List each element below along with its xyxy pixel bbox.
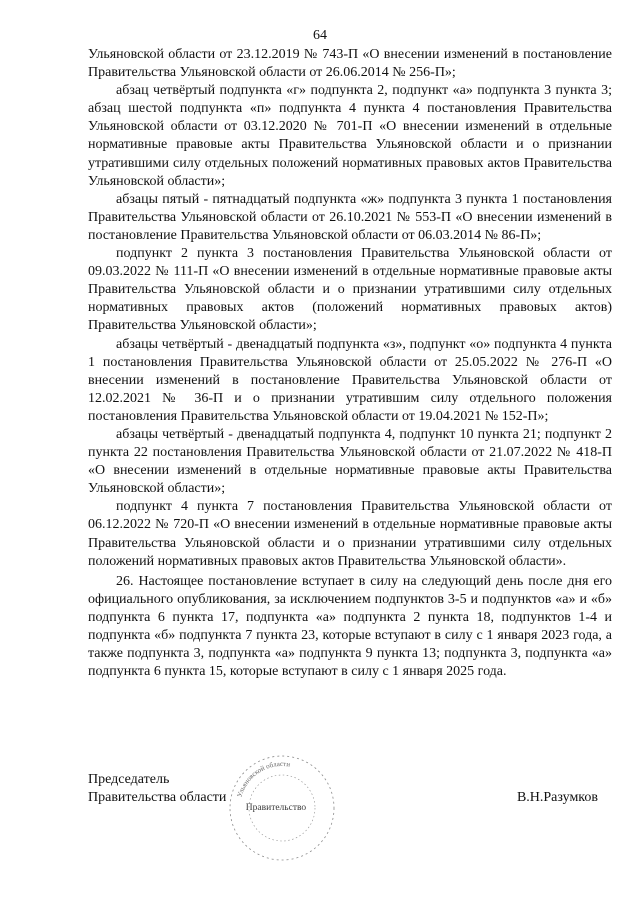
paragraph: абзац четвёртый подпункта «г» подпункта 2, подпункт «а» подпункта 3 пункта 3; абзац шестой подпункта «п» подпункта 4 пункта 4 постановления Правительства Ульяновской области от 03.12.2020 № 701-П «О внесении изменений в отдельные нормативные правовые акты Правительства Ульяновской области и о признании утратившими силу отдельных положений нормативных правовых актов Правительства Ульяновской области»; bbox=[88, 83, 612, 189]
paragraph: абзацы пятый - пятнадцатый подпункта «ж» подпункта 3 пункта 1 постановления Правительства Ульяновской области от 26.10.2021 № 553-П «О внесении изменений в постановление Правительства Ульяновской области от 06.03.2014 № 86-П»; bbox=[88, 191, 612, 243]
clause-26-paragraph: 26. Настоящее постановление вступает в силу на следующий день после дня его официального опубликования, за исключением подпунктов 3-5 и подпунктов «а» и «б» подпункта 6 пункта 17, подпункта «а» подпункта 2 пункта 18, подпунктов 1-4 и подпункта «б» подпункта 7 пункта 23, которые вступают в силу с 1 января 2023 года, а также подпункта 3, подпункта «а» подпункта 9 пункта 13; подпункта 3, подпункта «а» подпункта 6 пункта 15, которые вступают в силу с 1 января 2025 года. bbox=[88, 573, 612, 680]
signatory-title bbox=[88, 771, 226, 807]
official-stamp bbox=[226, 752, 338, 864]
signatory-title-line1: Председатель bbox=[88, 772, 170, 787]
paragraph: подпункт 2 пункта 3 постановления Правительства Ульяновской области от 09.03.2022 № 111-П «О внесении изменений в отдельные нормативные правовые акты Правительства Ульяновской области и о признании утратившими силу отдельных нормативных правовых актов (положений нормативных правовых актов) Правительства Ульяновской области»; bbox=[88, 246, 612, 334]
signatory-title-line2: Правительства области bbox=[88, 790, 227, 805]
stamp-center-text: Правительство bbox=[245, 803, 307, 813]
paragraph: Ульяновской области от 23.12.2019 № 743-П «О внесении изменений в постановление Правительства Ульяновской области от 26.06.2014 № 256-П»; bbox=[88, 47, 612, 81]
paragraph: абзацы четвёртый - двенадцатый подпункта 4, подпункт 10 пункта 21; подпункт 2 пункта 22 постановления Правительства Ульяновской области от 21.07.2022 № 418-П «О внесении изменений в отдельные нормативные правовые акты Правительства Ульяновской области»; bbox=[88, 426, 612, 497]
signatory-name: В.Н.Разумков bbox=[516, 790, 598, 805]
stamp-ring-text: Ульяновской области bbox=[235, 759, 291, 799]
paragraph: подпункт 4 пункта 7 постановления Правительства Ульяновской области от 06.12.2022 № 720-П «О внесении изменений в отдельные нормативные правовые акты Правительства Ульяновской области и о признании утратившими силу отдельных положений нормативных правовых актов Правительства Ульяновской области». bbox=[88, 499, 612, 569]
paragraph: абзацы четвёртый - двенадцатый подпункта «з», подпункт «о» подпункта 4 пункта 1 постановления Правительства Ульяновской области от 25.05.2022 № 276-П «О внесении изменений в постановление Правительства Ульяновской области от 12.02.2021 № 36-П и о признании утратившим силу отдельного положения постановления Правительства Ульяновской области от 19.04.2021 № 152-П»; bbox=[88, 336, 612, 424]
page-number: 64 bbox=[313, 28, 327, 43]
document-body bbox=[88, 46, 612, 681]
